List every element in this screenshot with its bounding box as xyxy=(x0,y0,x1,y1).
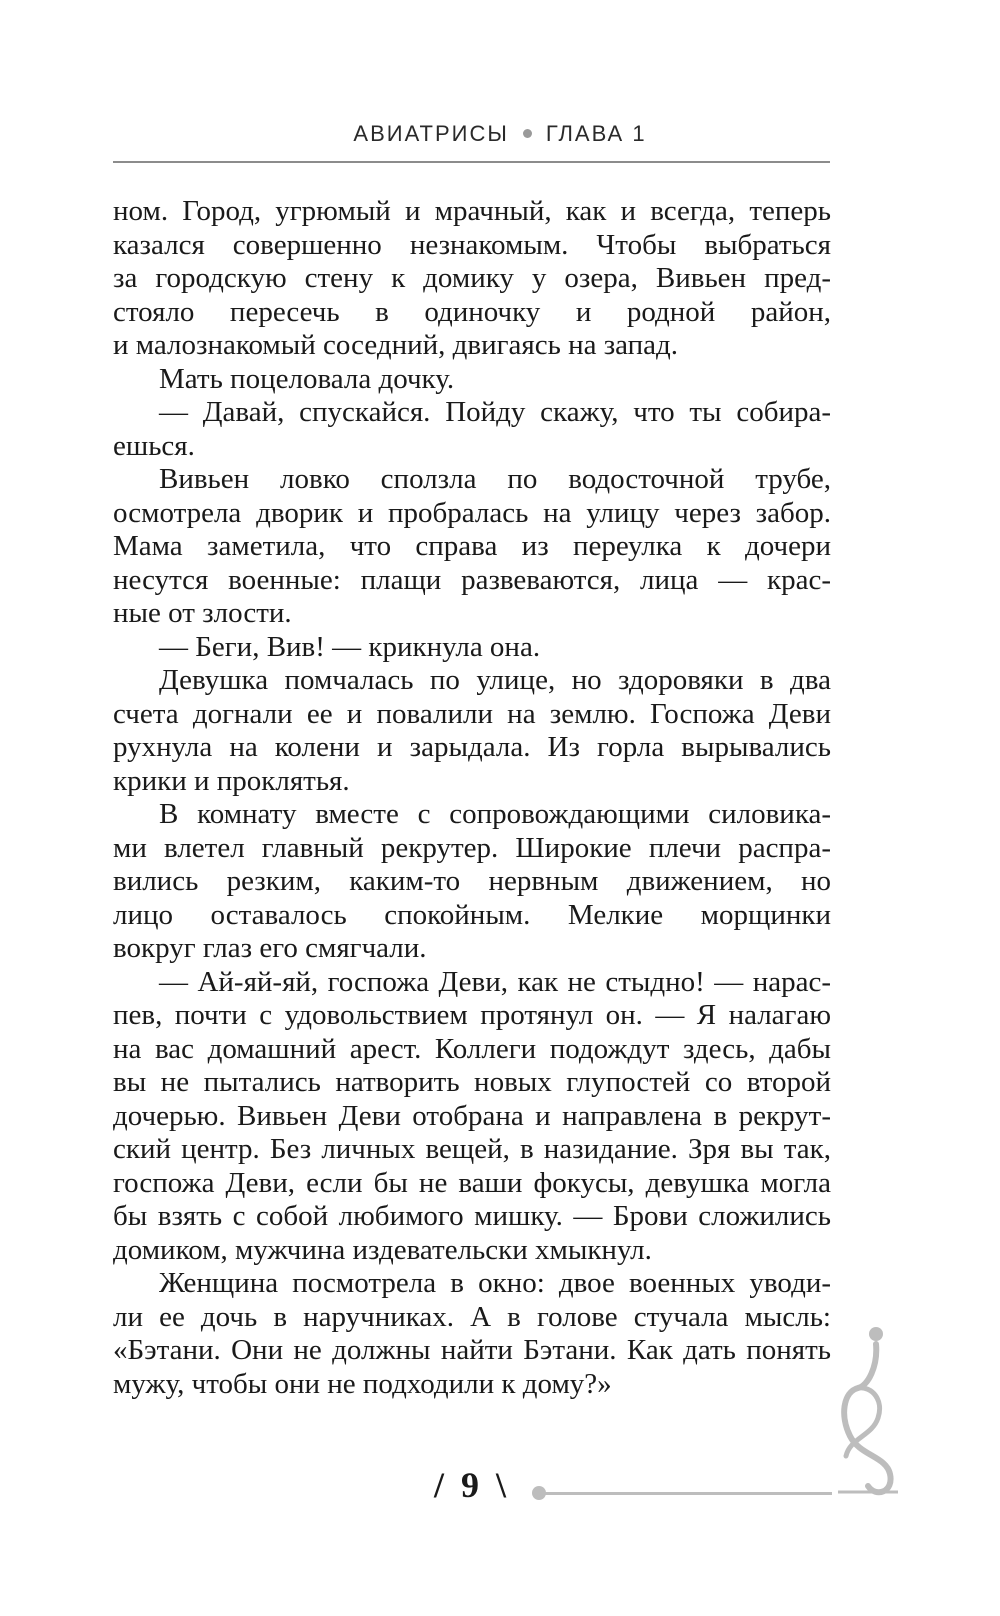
text-line: Мама заметила, что справа из переулка к дочери xyxy=(113,530,831,562)
separator-dot xyxy=(523,129,532,138)
text-line: лицо оставалось спокойным. Мелкие морщинки xyxy=(113,898,831,931)
text-line: стояло пересечь в одиночку и родной район, xyxy=(113,295,831,328)
text-line: осмотрела дворик и пробралась на улицу через забор. xyxy=(113,496,831,529)
folio-rule xyxy=(542,1492,832,1495)
chapter-label: ГЛАВА 1 xyxy=(545,121,647,146)
body-text xyxy=(113,195,831,1401)
text-line: Женщина посмотрела в окно: двое военных уводи- xyxy=(159,1267,831,1299)
text-line: бы взять с собой любимого мишку. — Брови сложились xyxy=(113,1200,831,1232)
running-head xyxy=(0,121,1000,147)
text-line: пев, почти с удовольствием протянул он. — Я налагаю xyxy=(113,999,831,1031)
text-line: Вивьен ловко сползла по водосточной трубе, xyxy=(159,463,831,495)
text-line: за городскую стену к домику у озера, Вивьен пред- xyxy=(113,262,831,294)
text-line: ский центр. Без личных вещей, в назидание. Зря вы так, xyxy=(113,1133,831,1165)
text-line: ные от злости. xyxy=(113,597,292,629)
text-line: дочерью. Вивьен Деви отобрана и направлена в рекрут- xyxy=(113,1099,831,1132)
text-line: В комнату вместе с сопровождающими силовика- xyxy=(159,798,831,830)
text-line: Мать поцеловала дочку. xyxy=(159,362,455,395)
text-line: — Беги, Вив! — крикнула она. xyxy=(159,630,541,663)
text-line: — Ай-яй-яй, госпожа Деви, как не стыдно! — нарас- xyxy=(159,965,831,998)
text-line: ном. Город, угрюмый и мрачный, как и всегда, теперь xyxy=(113,195,831,227)
text-line: — Давай, спускайся. Пойду скажу, что ты собира- xyxy=(159,396,831,428)
header-rule xyxy=(113,161,830,163)
text-line: ешься. xyxy=(113,429,195,462)
text-line: крики и проклятья. xyxy=(113,764,350,797)
text-line: Девушка помчалась по улице, но здоровяки в два xyxy=(159,664,831,696)
text-line: вы не пытались натворить новых глупостей со второй xyxy=(113,1066,831,1098)
text-line: вокруг глаз его смягчали. xyxy=(113,932,427,964)
page-number: / 9 \ xyxy=(434,1465,511,1505)
text-line: «Бэтани. Они не должны найти Бэтани. Как дать понять xyxy=(113,1334,831,1366)
text-line: несутся военные: плащи развеваются, лица — крас- xyxy=(113,563,831,596)
text-line: казался совершенно незнакомым. Чтобы выбраться xyxy=(113,228,831,261)
text-line: вились резким, каким-то нервным движением, но xyxy=(113,865,831,897)
text-line: счета догнали ее и повалили на землю. Госпожа Деви xyxy=(113,697,831,730)
text-line: на вас домашний арест. Коллеги подождут здесь, дабы xyxy=(113,1032,831,1065)
text-line: госпожа Деви, если бы не ваши фокусы, девушка могла xyxy=(113,1166,831,1199)
text-line: ли ее дочь в наручниках. А в голове стучала мысль: xyxy=(113,1300,831,1333)
text-line: домиком, мужчина издевательски хмыкнул. xyxy=(113,1233,652,1266)
text-line: ми влетел главный рекрутер. Широкие плечи распра- xyxy=(113,831,831,864)
text-line: рухнула на колени и зарыдала. Из горла вырывались xyxy=(113,731,831,763)
text-line: и малознакомый соседний, двигаясь на запад. xyxy=(113,329,679,361)
text-line: мужу, чтобы они не подходили к дому?» xyxy=(113,1367,612,1400)
book-title: АВИАТРИСЫ xyxy=(353,121,509,146)
decorative-flourish-icon xyxy=(838,1326,898,1506)
